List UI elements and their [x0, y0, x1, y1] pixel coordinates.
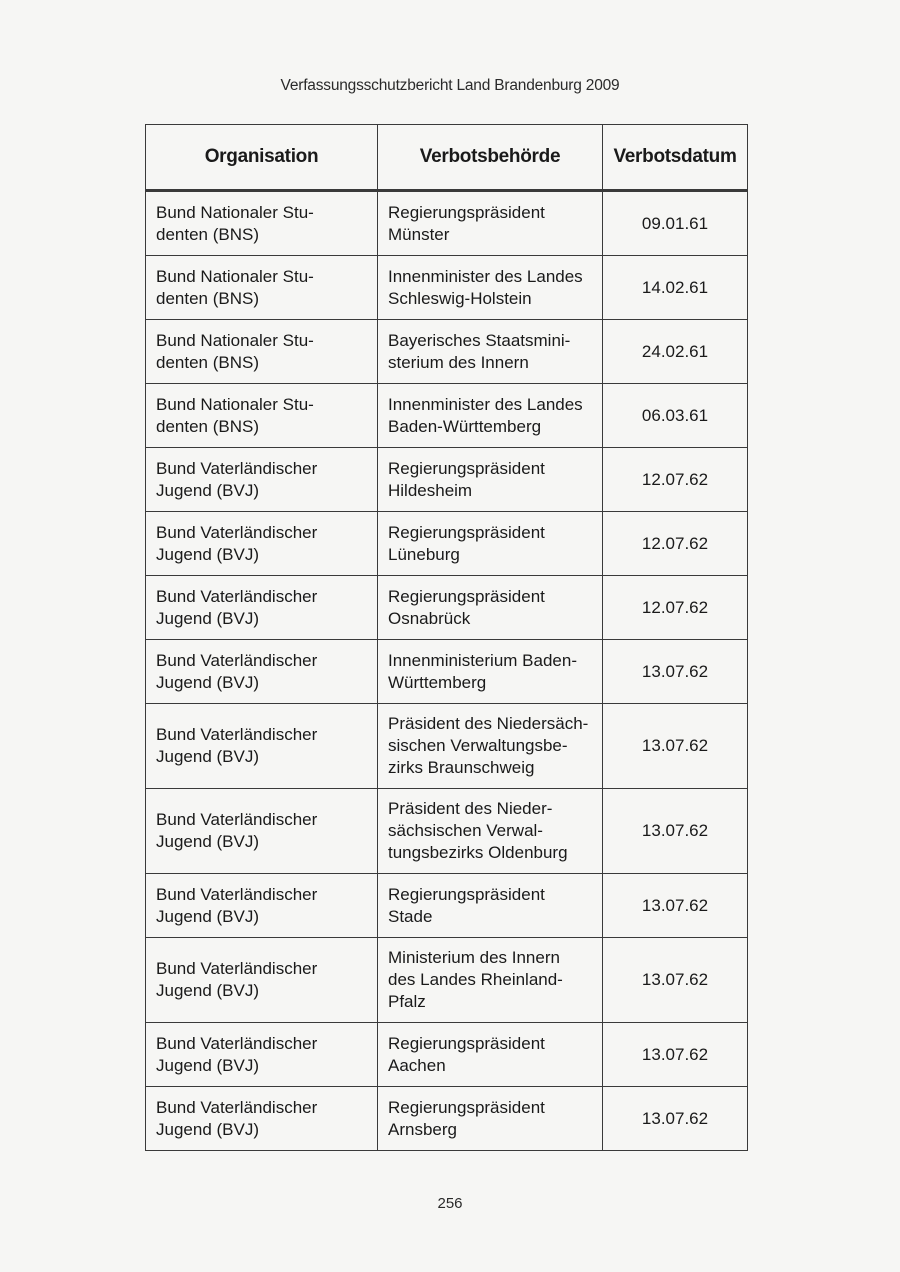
- organisation-cell: [146, 938, 378, 1023]
- table-row: [146, 1087, 748, 1151]
- authority-cell: [378, 512, 603, 576]
- authority-text: Bayerisches Staatsmini- sterium des Innern: [388, 330, 571, 372]
- authority-cell: [378, 789, 603, 874]
- running-header: Verfassungsschutzbericht Land Brandenburg 2009: [280, 77, 620, 94]
- authority-text: Regierungspräsident Hildesheim: [388, 458, 545, 500]
- authority-text: Regierungspräsident Lüneburg: [388, 522, 545, 564]
- organisation-cell: [146, 1023, 378, 1087]
- authority-cell: [378, 576, 603, 640]
- authority-text: Präsident des Niedersäch- sischen Verwaltungsbe- zirks Braunschweig: [388, 714, 589, 777]
- date-cell: 06.03.61: [603, 384, 748, 448]
- organisation-text: Bund Vaterländischer Jugend (BVJ): [156, 1033, 318, 1075]
- organisation-cell: [146, 874, 378, 938]
- organisation-text: Bund Vaterländischer Jugend (BVJ): [156, 650, 318, 692]
- table-row: [146, 191, 748, 256]
- date-cell: 13.07.62: [603, 1023, 748, 1087]
- table-row: [146, 256, 748, 320]
- date-cell: 12.07.62: [603, 576, 748, 640]
- authority-text: Präsident des Nieder- sächsischen Verwal- tungsbezirks Oldenburg: [388, 799, 568, 862]
- organisation-cell: [146, 384, 378, 448]
- organisation-text: Bund Vaterländischer Jugend (BVJ): [156, 884, 318, 926]
- table-row: [146, 512, 748, 576]
- authority-cell: [378, 1023, 603, 1087]
- authority-cell: [378, 704, 603, 789]
- table-body: [146, 191, 748, 1151]
- organisation-cell: [146, 320, 378, 384]
- date-cell: 12.07.62: [603, 448, 748, 512]
- date-cell: 12.07.62: [603, 512, 748, 576]
- authority-text: Regierungspräsident Arnsberg: [388, 1097, 545, 1139]
- table-row: [146, 938, 748, 1023]
- column-header-authority: Verbotsbehörde: [378, 125, 603, 191]
- date-cell: 09.01.61: [603, 191, 748, 256]
- authority-cell: [378, 320, 603, 384]
- authority-text: Innenminister des Landes Schleswig-Holstein: [388, 266, 583, 308]
- organisation-text: Bund Vaterländischer Jugend (BVJ): [156, 1097, 318, 1139]
- date-cell: 13.07.62: [603, 704, 748, 789]
- organisation-cell: [146, 1087, 378, 1151]
- authority-cell: [378, 256, 603, 320]
- table-row: [146, 704, 748, 789]
- authority-cell: [378, 640, 603, 704]
- organisation-cell: [146, 256, 378, 320]
- authority-text: Regierungspräsident Münster: [388, 202, 545, 244]
- table-row: [146, 1023, 748, 1087]
- organisation-text: Bund Vaterländischer Jugend (BVJ): [156, 959, 318, 1000]
- date-cell: 13.07.62: [603, 1087, 748, 1151]
- column-header-date: Verbotsdatum: [603, 125, 748, 191]
- authority-text: Regierungspräsident Stade: [388, 884, 545, 926]
- authority-text: Innenminister des Landes Baden-Württemberg: [388, 394, 583, 436]
- authority-cell: [378, 448, 603, 512]
- organisation-text: Bund Nationaler Stu- denten (BNS): [156, 266, 314, 308]
- organisation-cell: [146, 640, 378, 704]
- authority-cell: [378, 191, 603, 256]
- authority-cell: [378, 384, 603, 448]
- authority-text: Regierungspräsident Aachen: [388, 1033, 545, 1075]
- organisation-cell: [146, 448, 378, 512]
- organisation-text: Bund Vaterländischer Jugend (BVJ): [156, 522, 318, 564]
- organisation-text: Bund Nationaler Stu- denten (BNS): [156, 202, 314, 244]
- organisation-text: Bund Nationaler Stu- denten (BNS): [156, 330, 314, 372]
- table-row: [146, 874, 748, 938]
- date-cell: 13.07.62: [603, 874, 748, 938]
- organisation-text: Bund Nationaler Stu- denten (BNS): [156, 394, 314, 436]
- page-number: 256: [437, 1195, 463, 1212]
- authority-text: Regierungspräsident Osnabrück: [388, 586, 545, 628]
- table-row: [146, 576, 748, 640]
- table-row: [146, 320, 748, 384]
- table-header: [146, 125, 748, 191]
- authority-text: Innenministerium Baden- Württemberg: [388, 650, 577, 692]
- authority-cell: [378, 938, 603, 1023]
- organisation-text: Bund Vaterländischer Jugend (BVJ): [156, 810, 318, 851]
- organisation-text: Bund Vaterländischer Jugend (BVJ): [156, 586, 318, 628]
- date-cell: 13.07.62: [603, 789, 748, 874]
- organisation-text: Bund Vaterländischer Jugend (BVJ): [156, 458, 318, 500]
- table-row: [146, 789, 748, 874]
- organisation-cell: [146, 704, 378, 789]
- date-cell: 13.07.62: [603, 640, 748, 704]
- authority-cell: [378, 874, 603, 938]
- table-row: [146, 448, 748, 512]
- authority-cell: [378, 1087, 603, 1151]
- authority-text: Ministerium des Innern des Landes Rheinland- Pfalz: [388, 948, 563, 1011]
- table-row: [146, 384, 748, 448]
- date-cell: 24.02.61: [603, 320, 748, 384]
- date-cell: 14.02.61: [603, 256, 748, 320]
- date-cell: 13.07.62: [603, 938, 748, 1023]
- organisation-cell: [146, 191, 378, 256]
- column-header-organisation: Organisation: [146, 125, 378, 191]
- organisation-cell: [146, 576, 378, 640]
- table-row: [146, 640, 748, 704]
- organisation-cell: [146, 512, 378, 576]
- organisation-cell: [146, 789, 378, 874]
- organisation-text: Bund Vaterländischer Jugend (BVJ): [156, 725, 318, 766]
- ban-table: [145, 124, 748, 1151]
